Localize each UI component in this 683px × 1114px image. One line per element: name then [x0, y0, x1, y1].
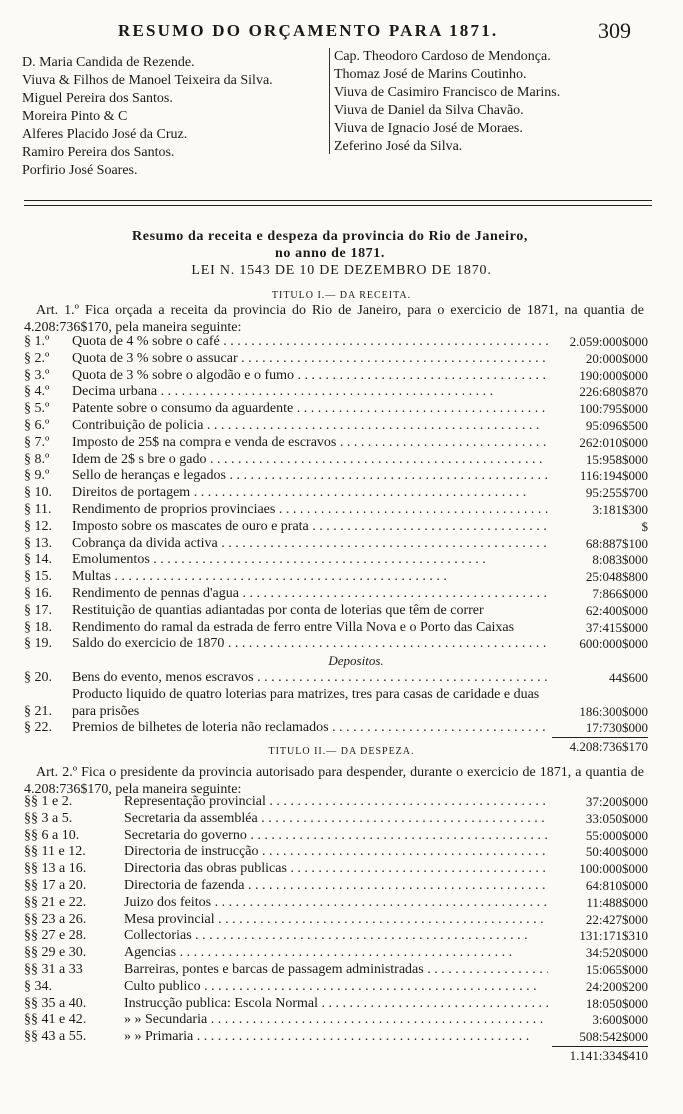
item-amount: 64:810$000: [585, 877, 648, 893]
budget-line-item: [24, 384, 648, 401]
item-description: Cobrança da divida activa . . .: [72, 536, 548, 553]
budget-line-item: [24, 844, 648, 861]
item-description: Bens do evento, menos escravos . . .: [72, 670, 548, 687]
budget-line-item: [24, 720, 648, 737]
budget-line-item: [24, 368, 648, 385]
section-number: § 17.: [24, 602, 52, 618]
name-entry: Viuva de Casimiro Francisco de Marins.: [334, 85, 561, 100]
section-heading-line: no anno de 1871.: [275, 246, 385, 261]
item-amount: 226:680$870: [579, 384, 648, 400]
section-number: § 12.: [24, 518, 52, 534]
budget-line-item: [24, 1029, 648, 1046]
item-amount: 33:050$000: [585, 810, 648, 826]
budget-line-item: [24, 979, 648, 996]
section-number: §§ 41 e 42.: [24, 1012, 87, 1028]
item-description: Culto publico . . .: [124, 979, 548, 996]
item-amount: 508:542$000: [579, 1029, 648, 1045]
budget-line-item: [24, 418, 648, 435]
name-entry: Thomaz José de Marins Coutinho.: [334, 67, 527, 82]
item-amount: 37:415$000: [585, 619, 648, 635]
item-description: Secretaria do governo . . .: [124, 828, 548, 845]
item-description: Instrucção publica: Escola Normal . . .: [124, 996, 548, 1013]
item-amount: 68:887$100: [585, 535, 648, 551]
name-entry: Viuva & Filhos de Manoel Teixeira da Silva.: [22, 73, 273, 88]
item-amount: 95:255$700: [585, 485, 648, 501]
budget-line-item: [24, 895, 648, 912]
section-number: § 3.º: [24, 367, 50, 383]
name-entry: Ramiro Pereira dos Santos.: [22, 145, 175, 160]
budget-line-item: [24, 861, 648, 878]
section-number: §§ 6 a 10.: [24, 827, 80, 843]
law-title: LEI N. 1543 DE 10 DE DEZEMBRO DE 1870.: [191, 263, 492, 278]
item-description: » » Secundaria . . .: [124, 1012, 548, 1029]
item-amount: 11:488$000: [586, 894, 648, 910]
budget-line-item: [24, 569, 648, 586]
item-amount: $: [641, 518, 648, 534]
name-entry: Miguel Pereira dos Santos.: [22, 91, 173, 106]
section-number: § 21.: [24, 703, 52, 719]
item-amount: 15:958$000: [585, 451, 648, 467]
item-description: Producto liquido de quatro loterias para matrizes, tres para casas de caridade e duas para prisões: [72, 686, 540, 719]
budget-line-item: [24, 687, 648, 721]
item-amount: 62:400$000: [585, 602, 648, 618]
despeza-article: Art. 2.º Fica o presidente da provincia autorisado para despender, durante o exercicio de 1871, a quantia de 4.208:736$170, pela maneira seguinte:: [24, 765, 644, 797]
budget-line-item: [24, 912, 648, 929]
budget-line-item: [24, 996, 648, 1013]
item-description: Premios de bilhetes de loteria não reclamados . . .: [72, 720, 548, 737]
item-description: Multas . . .: [72, 569, 548, 586]
item-description: Quota de 3 % sobre o assucar . . .: [72, 351, 548, 368]
divider-rule: [24, 205, 652, 206]
divider-rule: [24, 200, 652, 201]
running-head: [0, 18, 683, 44]
running-title: RESUMO DO ORÇAMENTO PARA 1871.: [118, 21, 499, 40]
item-amount: 34:520$000: [585, 945, 648, 961]
item-amount: 8:083$000: [592, 552, 648, 568]
section-number: § 6.º: [24, 417, 50, 433]
item-amount: 55:000$000: [585, 827, 648, 843]
section-number: §§ 21 e 22.: [24, 894, 87, 910]
item-amount: 95:096$500: [585, 417, 648, 433]
budget-line-item: [24, 1012, 648, 1029]
item-description: Quota de 3 % sobre o algodão e o fumo . . .: [72, 368, 548, 385]
budget-line-item: [24, 502, 648, 519]
item-description: Juizo dos feitos . . .: [124, 895, 548, 912]
name-entry: Alferes Placido José da Cruz.: [22, 127, 188, 142]
section-number: § 34.: [24, 978, 52, 994]
budget-line-item: [24, 928, 648, 945]
budget-line-item: [24, 603, 648, 620]
item-description: Contribuição de policia . . .: [72, 418, 548, 435]
budget-line-item: [24, 401, 648, 418]
despeza-title: TITULO II.— DA DESPEZA.: [268, 746, 415, 757]
item-amount: 190:000$000: [579, 367, 648, 383]
item-amount: 24:200$200: [585, 978, 648, 994]
item-amount: 17:730$000: [585, 720, 648, 736]
section-number: § 1.º: [24, 334, 50, 349]
budget-line-item: [24, 435, 648, 452]
item-amount: 3:600$000: [592, 1012, 648, 1028]
item-amount: 44$600: [609, 669, 648, 685]
section-number: §§ 3 a 5.: [24, 810, 73, 826]
section-number: §§ 35 a 40.: [24, 995, 87, 1011]
budget-line-item: [24, 452, 648, 469]
section-heading: [40, 228, 620, 262]
section-number: §§ 43 a 55.: [24, 1029, 87, 1045]
despeza-list: [24, 794, 648, 1065]
name-entry: Porfirio José Soares.: [22, 163, 138, 178]
item-description: Direitos de portagem . . .: [72, 485, 548, 502]
budget-line-item: [24, 620, 648, 637]
item-amount: 37:200$000: [585, 794, 648, 809]
receita-title: TITULO I.— DA RECEITA.: [271, 290, 412, 301]
section-number: § 10.: [24, 485, 52, 501]
receita-article: Art. 1.º Fica orçada a receita da provincia do Rio de Janeiro, para o exercicio de 1871, na quantia de 4.208:736$170, pela maneira seguinte:: [24, 303, 644, 335]
budget-line-item: [24, 636, 648, 653]
item-amount: 131:171$310: [579, 928, 648, 944]
depositos-subheading: Depositos.: [328, 653, 384, 669]
item-amount: 116:194$000: [579, 468, 648, 484]
section-number: §§ 23 a 26.: [24, 911, 87, 927]
receita-list: [24, 334, 648, 756]
item-description: Directoria de instrucção . . .: [124, 844, 548, 861]
budget-line-item: [24, 519, 648, 536]
name-entry: Viuva de Daniel da Silva Chavão.: [334, 103, 524, 118]
item-amount: 600:000$000: [579, 636, 648, 652]
name-entry: Zeferino José da Silva.: [334, 139, 463, 154]
item-amount: 7:866$000: [592, 585, 648, 601]
item-description: Rendimento de proprios provinciaes . . .: [72, 502, 548, 519]
budget-line-item: [24, 334, 648, 351]
names-right-column: [329, 48, 560, 154]
section-number: § 19.: [24, 636, 52, 652]
item-description: Rendimento de pennas d'agua . . .: [72, 586, 548, 603]
item-description: Imposto sobre os mascates de ouro e prata . . .: [72, 519, 548, 536]
item-description: Directoria das obras publicas . . .: [124, 861, 548, 878]
section-number: § 4.º: [24, 384, 50, 400]
section-number: § 20.: [24, 669, 52, 685]
section-number: §§ 11 e 12.: [24, 844, 86, 860]
section-number: § 18.: [24, 619, 52, 635]
item-description: Patente sobre o consumo da aguardente . . .: [72, 401, 548, 418]
item-description: Secretaria da assembléa . . .: [124, 811, 548, 828]
item-description: Saldo do exercicio de 1870 . . .: [72, 636, 548, 653]
section-number: § 13.: [24, 535, 52, 551]
budget-line-item: [24, 468, 648, 485]
section-number: § 9.º: [24, 468, 50, 484]
item-amount: 22:427$000: [585, 911, 648, 927]
despeza-total: 1.141:334$410: [552, 1046, 648, 1065]
item-description: Sello de heranças e legados . . .: [72, 468, 548, 485]
section-number: § 5.º: [24, 401, 50, 417]
item-description: » » Primaria . . .: [124, 1029, 548, 1046]
item-amount: 15:065$000: [585, 961, 648, 977]
item-description: Imposto de 25$ na compra e venda de escravos . . .: [72, 435, 548, 452]
item-description: Idem de 2$ s bre o gado . . .: [72, 452, 548, 469]
page-number: 309: [598, 18, 631, 43]
names-left-column: [22, 54, 273, 180]
budget-line-item: [24, 962, 648, 979]
item-description: Decima urbana . . .: [72, 384, 548, 401]
item-description: Directoria de fazenda . . .: [124, 878, 548, 895]
name-entry: Moreira Pinto & C: [22, 109, 128, 124]
section-number: §§ 17 a 20.: [24, 877, 87, 893]
section-number: § 14.: [24, 552, 52, 568]
budget-line-item: [24, 794, 648, 811]
receita-total: 4.208:736$170: [552, 737, 648, 756]
item-amount: 100:795$000: [579, 401, 648, 417]
name-entry: D. Maria Candida de Rezende.: [22, 55, 195, 70]
item-description: Collectorias . . .: [124, 928, 548, 945]
budget-line-item: [24, 811, 648, 828]
budget-line-item: [24, 351, 648, 368]
section-number: § 16.: [24, 585, 52, 601]
section-number: § 8.º: [24, 451, 50, 467]
section-number: § 15.: [24, 569, 52, 585]
item-description: Mesa provincial . . .: [124, 912, 548, 929]
budget-line-item: [24, 945, 648, 962]
item-amount: 100:000$000: [579, 861, 648, 877]
section-number: §§ 31 a 33: [24, 961, 83, 977]
section-number: §§ 27 e 28.: [24, 928, 87, 944]
section-number: §§ 13 a 16.: [24, 861, 87, 877]
item-description: Rendimento do ramal da estrada de ferro entre Villa Nova e o Porto das Caixas: [72, 619, 515, 635]
item-amount: 186:300$000: [579, 703, 648, 719]
section-number: § 7.º: [24, 434, 50, 450]
item-description: Restituição de quantias adiantadas por conta de loterias que têm de correr: [72, 602, 484, 618]
section-number: §§ 1 e 2.: [24, 794, 73, 809]
section-number: § 11.: [24, 501, 52, 517]
section-number: § 22.: [24, 720, 52, 736]
item-amount: 25:048$800: [585, 569, 648, 585]
item-description: Barreiras, pontes e barcas de passagem administradas . . .: [124, 962, 548, 979]
item-amount: 50:400$000: [585, 844, 648, 860]
section-number: §§ 29 e 30.: [24, 945, 87, 961]
item-amount: 20:000$000: [585, 350, 648, 366]
item-description: Quota de 4 % sobre o café . . .: [72, 334, 548, 351]
section-heading-line: Resumo da receita e despeza da provincia do Rio de Janeiro,: [132, 229, 528, 244]
budget-line-item: [24, 552, 648, 569]
budget-line-item: [24, 670, 648, 687]
item-description: Agencias . . .: [124, 945, 548, 962]
item-description: Emolumentos . . .: [72, 552, 548, 569]
budget-line-item: [24, 828, 648, 845]
item-amount: 18:050$000: [585, 995, 648, 1011]
item-amount: 262:010$000: [579, 434, 648, 450]
item-amount: 2.059:000$000: [569, 334, 648, 349]
budget-line-item: [24, 536, 648, 553]
name-entry: Cap. Theodoro Cardoso de Mendonça.: [334, 49, 551, 64]
budget-line-item: [24, 586, 648, 603]
budget-line-item: [24, 878, 648, 895]
name-entry: Viuva de Ignacio José de Moraes.: [334, 121, 523, 136]
section-number: § 2.º: [24, 350, 50, 366]
item-description: Representação provincial . . .: [124, 794, 548, 811]
item-amount: 3:181$300: [592, 501, 648, 517]
budget-line-item: [24, 485, 648, 502]
